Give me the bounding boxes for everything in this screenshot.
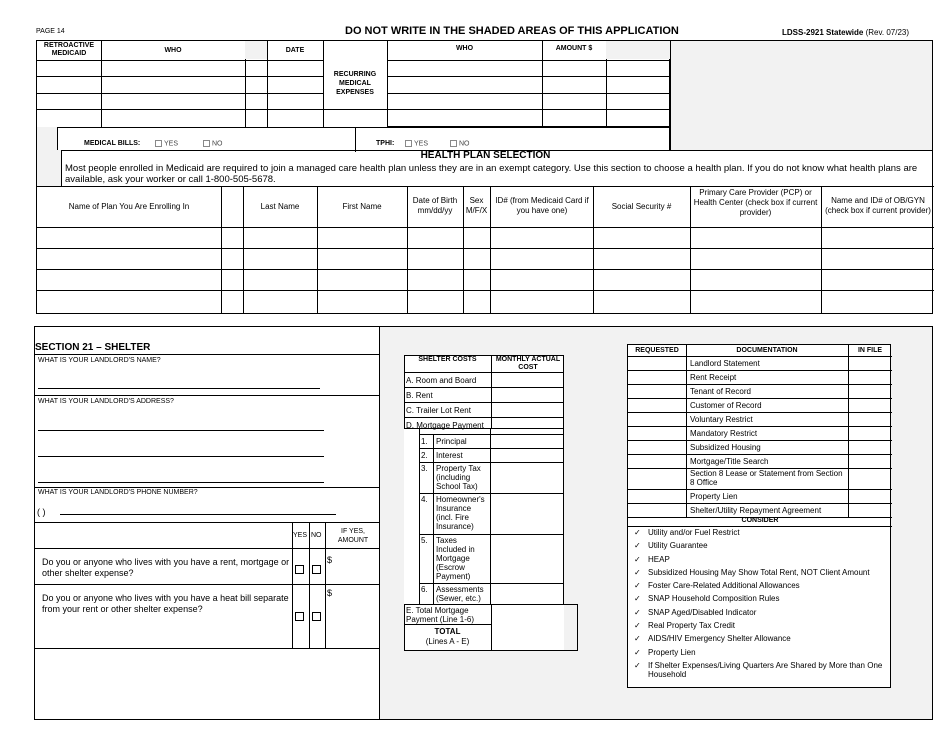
phone-prefix: ( ) xyxy=(37,507,46,517)
sub4-label: Homeowner's Insurance (incl. Fire Insurance) xyxy=(436,495,485,531)
checkmark-icon: ✓ xyxy=(634,528,641,537)
consider-item xyxy=(634,661,888,679)
health-plan-title: HEALTH PLAN SELECTION xyxy=(420,150,551,161)
date-header: DATE xyxy=(285,47,305,54)
heat-yes-checkbox[interactable] xyxy=(295,608,304,626)
consider-list xyxy=(634,528,888,679)
consider-header: CONSIDER xyxy=(741,517,779,524)
row-room-board: A. Room and Board xyxy=(406,376,477,385)
who-header: WHO xyxy=(164,47,182,54)
tphi-no[interactable]: NO xyxy=(450,140,470,147)
landlord-name-input[interactable] xyxy=(38,388,320,389)
sub5-label: Taxes Included in Mortgage (Escrow Payment) xyxy=(436,536,475,581)
consider-item-label: Real Property Tax Credit xyxy=(648,621,735,631)
consider-item xyxy=(634,568,888,577)
checkmark-icon: ✓ xyxy=(634,660,641,670)
health-plan-section xyxy=(36,150,933,314)
col-first-name: First Name xyxy=(342,202,382,211)
medical-bills-yes[interactable]: YES xyxy=(155,140,178,147)
tphi-yes[interactable]: YES xyxy=(405,140,428,147)
checkmark-icon: ✓ xyxy=(634,594,641,604)
doc-row: Mortgage/Title Search xyxy=(690,457,769,466)
retro-medicaid-table xyxy=(36,40,670,151)
checkmark-icon: ✓ xyxy=(634,554,641,564)
sub2-num: 2. xyxy=(421,451,428,460)
consider-item-label: Foster Care-Related Additional Allowances xyxy=(648,581,800,591)
sub4-num: 4. xyxy=(421,495,428,504)
tphi-label: TPHI: xyxy=(376,140,395,147)
sub3-num: 3. xyxy=(421,464,428,473)
yes-header: YES xyxy=(293,532,308,539)
page-title: DO NOT WRITE IN THE SHADED AREAS OF THIS APPLICATION xyxy=(345,25,679,37)
consider-item xyxy=(634,541,888,550)
landlord-address-line2[interactable] xyxy=(38,456,324,457)
medical-bills-no[interactable]: NO xyxy=(203,140,223,147)
if-yes-amount-header: IF YES, AMOUNT xyxy=(337,528,369,544)
sub3-label: Property Tax (including School Tax) xyxy=(436,464,481,491)
rent-amount[interactable]: $ xyxy=(327,555,333,565)
col-obgyn: Name and ID# of OB/GYN (check box if current provider) xyxy=(825,196,931,215)
col-ssn: Social Security # xyxy=(611,202,672,211)
col-dob: Date of Birth mm/dd/yy xyxy=(412,196,458,215)
monthly-cost-header: MONTHLY ACTUAL COST xyxy=(495,356,561,371)
sub1-label: Principal xyxy=(436,437,467,446)
who2-header: WHO xyxy=(455,45,474,52)
checkmark-icon: ✓ xyxy=(634,607,641,617)
checkmark-icon: ✓ xyxy=(634,541,641,551)
consider-item xyxy=(634,648,888,657)
doc-row: Shelter/Utility Repayment Agreement xyxy=(690,506,822,515)
sub6-label: Assessments (Sewer, etc.) xyxy=(436,585,484,603)
checkmark-icon: ✓ xyxy=(634,634,641,644)
doc-row: Rent Receipt xyxy=(690,373,737,382)
shelter-title: SECTION 21 – SHELTER xyxy=(35,342,151,353)
doc-row: Property Lien xyxy=(690,492,738,501)
consider-item xyxy=(634,634,888,643)
in-file-header: IN FILE xyxy=(857,347,883,354)
shelter-costs-header: SHELTER COSTS xyxy=(418,356,477,363)
doc-row: Landlord Statement xyxy=(690,359,760,368)
col-plan-name: Name of Plan You Are Enrolling In xyxy=(68,202,190,211)
heat-amount[interactable]: $ xyxy=(327,588,333,598)
row-trailer: C. Trailer Lot Rent xyxy=(406,406,471,415)
col-pcp: Primary Care Provider (PCP) or Health Center (check box if current provider) xyxy=(693,188,818,217)
doc-row: Subsidized Housing xyxy=(690,443,761,452)
consider-item-label: Property Lien xyxy=(648,647,696,657)
doc-row: Customer of Record xyxy=(690,401,762,410)
col-sex: Sex M/F/X xyxy=(465,196,488,215)
form-id: LDSS-2921 Statewide (Rev. 07/23) xyxy=(782,28,910,37)
question-heat: Do you or anyone who lives with you have a heat bill separate from your rent or other shelter expense? xyxy=(42,593,289,614)
consider-item-label: Subsidized Housing May Show Total Rent, NOT Client Amount xyxy=(648,567,870,577)
row-total-mortgage: E. Total Mortgage Payment (Line 1-6) xyxy=(406,606,475,624)
checkmark-icon: ✓ xyxy=(634,647,641,657)
amount-header: AMOUNT $ xyxy=(555,45,593,52)
rent-yes-checkbox[interactable] xyxy=(295,561,304,579)
recurring-medical-expenses-label: RECURRING MEDICAL EXPENSES xyxy=(333,71,377,96)
retro-medicaid-header: RETROACTIVE MEDICAID xyxy=(43,42,95,57)
sub1-num: 1. xyxy=(421,437,428,446)
documentation-table xyxy=(627,344,891,688)
checkmark-icon: ✓ xyxy=(634,581,641,591)
sub5-num: 5. xyxy=(421,536,428,545)
consider-item-label: Utility Guarantee xyxy=(648,541,708,551)
consider-item-label: SNAP Aged/Disabled Indicator xyxy=(648,607,757,617)
no-header: NO xyxy=(311,532,322,539)
shelter-costs-table xyxy=(404,355,564,651)
landlord-phone-label: WHAT IS YOUR LANDLORD'S PHONE NUMBER? xyxy=(38,489,198,496)
col-last-name: Last Name xyxy=(260,202,300,211)
landlord-phone-input[interactable] xyxy=(60,514,336,515)
sub2-label: Interest xyxy=(436,451,463,460)
doc-row: Voluntary Restrict xyxy=(690,415,753,424)
sub6-num: 6. xyxy=(421,585,428,594)
shaded-area-top-right xyxy=(670,40,933,151)
total-sub-label: (Lines A - E) xyxy=(425,637,470,646)
doc-row: Mandatory Restrict xyxy=(690,429,758,438)
landlord-address-label: WHAT IS YOUR LANDLORD'S ADDRESS? xyxy=(38,398,174,405)
row-mortgage: D. Mortgage Payment xyxy=(406,421,484,430)
checkmark-icon: ✓ xyxy=(634,621,641,631)
health-plan-intro: Most people enrolled in Medicaid are required to join a managed care health plan unless they are in an exempt category. Use this section to choose a health plan. If you do not know what health plans are available, ask your worker or call 1-800-505-5678. xyxy=(65,163,918,185)
documentation-header: DOCUMENTATION xyxy=(736,347,798,354)
rent-no-checkbox[interactable] xyxy=(312,561,321,579)
landlord-address-line3[interactable] xyxy=(38,482,324,483)
consider-item xyxy=(634,555,888,564)
consider-item-label: If Shelter Expenses/Living Quarters Are Shared by More than One Household xyxy=(648,660,883,679)
consider-item xyxy=(634,528,888,537)
consider-item-label: HEAP xyxy=(648,554,670,564)
doc-row: Tenant of Record xyxy=(690,387,751,396)
requested-header: REQUESTED xyxy=(635,347,679,354)
row-rent: B. Rent xyxy=(406,391,433,400)
col-id: ID# (from Medicaid Card if you have one) xyxy=(495,196,589,215)
checkmark-icon: ✓ xyxy=(634,567,641,577)
landlord-address-line1[interactable] xyxy=(38,430,324,431)
consider-item xyxy=(634,621,888,630)
consider-item xyxy=(634,581,888,590)
landlord-name-label: WHAT IS YOUR LANDLORD'S NAME? xyxy=(38,357,161,364)
page-number: PAGE 14 xyxy=(36,28,65,35)
question-rent: Do you or anyone who lives with you have a rent, mortgage or other shelter expense? xyxy=(42,557,290,578)
consider-item xyxy=(634,608,888,617)
medical-bills-label: MEDICAL BILLS: xyxy=(84,140,141,147)
heat-no-checkbox[interactable] xyxy=(312,608,321,626)
doc-row: Section 8 Lease or Statement from Section 8 Office xyxy=(690,469,843,487)
consider-item-label: Utility and/or Fuel Restrict xyxy=(648,528,740,537)
consider-item-label: SNAP Household Composition Rules xyxy=(648,594,780,604)
consider-item-label: AIDS/HIV Emergency Shelter Allowance xyxy=(648,634,791,644)
total-label: TOTAL xyxy=(434,627,461,636)
consider-item xyxy=(634,594,888,603)
